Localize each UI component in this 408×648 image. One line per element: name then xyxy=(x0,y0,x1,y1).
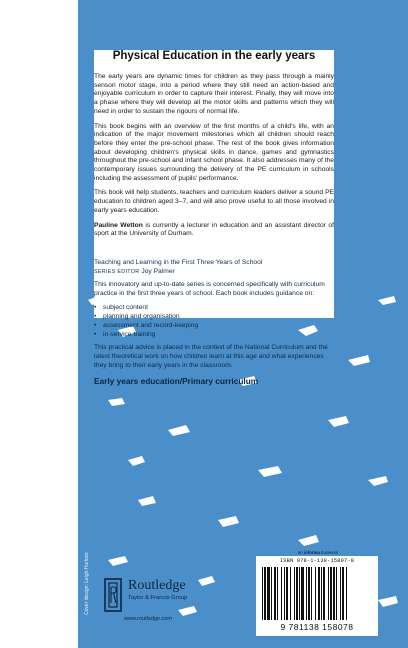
barcode-bar xyxy=(286,567,288,620)
barcode-bar xyxy=(277,567,278,620)
barcode-bar xyxy=(330,567,332,620)
series-title: Teaching and Learning in the First Three Years of School xyxy=(94,259,263,266)
barcode-bar xyxy=(299,567,300,620)
barcode-bar xyxy=(318,567,320,620)
barcode-bar xyxy=(296,567,298,620)
barcode-bar xyxy=(267,567,270,620)
publisher-group: Taylor & Francis Group xyxy=(128,595,188,601)
barcode-bar xyxy=(294,567,295,620)
informa-suffix: business xyxy=(320,550,338,555)
barcode-bar xyxy=(333,567,335,620)
informa-prefix: an xyxy=(298,550,303,555)
author-bio-text: is currently a lecturer in education and an assistant director of sport at the University of Durham. xyxy=(94,221,334,238)
description-paragraph-2: This book begins with an overview of the first months of a child's life, with an indication of the major movement milestones which all children should reach before they enter the pre-school phase. The rest of the book gives information about developing children's physical skills in dance, games and gymnastics throughout the pre-school and infant school phase. It also addresses many of the contemporary issues surrounding the delivery of the PE curriculum in schools including the assessment of pupils' performance. xyxy=(94,122,334,182)
barcode-bar xyxy=(301,567,304,620)
list-item xyxy=(94,322,334,331)
subject-category: Early years education/Primary curriculum xyxy=(94,376,259,387)
author-bio xyxy=(94,222,334,239)
barcode-bar xyxy=(284,567,285,620)
barcode-bar xyxy=(346,567,347,620)
barcode-bar xyxy=(321,567,322,620)
bullet-icon: • xyxy=(94,304,97,312)
publisher-url: www.routledge.com xyxy=(124,616,172,622)
informa-business-label xyxy=(298,550,338,555)
barcode-number: 9 781138 158078 xyxy=(280,622,354,632)
list-item xyxy=(94,313,334,322)
barcode-bar xyxy=(311,567,312,620)
barcode-bar xyxy=(323,567,325,620)
barcode-bars xyxy=(262,567,372,620)
series-editor-name: Joy Palmer xyxy=(141,268,175,275)
description-paragraph-1: The early years are dynamic times for children as they pass through a mainly sensori motor stage, into a period where they still need an action-based and enjoyable curriculum in order to capture their interest. Finally, they will move into a phase where they will develop all the motor skills and patterns which they will need in order to sustain the rigours of normal life. xyxy=(94,73,334,115)
series-closing: This practical advice is placed in the context of the National Curriculum and the latest theoretical work on how children learn at this age and what experiences they bring to their early years in the classroom. xyxy=(94,344,328,369)
isbn-barcode xyxy=(256,556,378,636)
series-intro: This innovatory and up-to-date series is concerned specifically with curriculum practice in the first three years of school. Each book includes guidance on: xyxy=(94,281,325,297)
list-item-text: assessment and record-keeping xyxy=(103,321,199,329)
cover-credit-text: Cover design: Leigh Hurlock xyxy=(84,552,90,615)
isbn-label: ISBN 978-1-138-15807-8 xyxy=(279,558,355,564)
series-block xyxy=(94,258,334,386)
description-paragraph-3: This book will help students, teachers and curriculum leaders deliver a sound PE education to children aged 3–7, and will also prove useful to all those involved in early years education. xyxy=(94,189,334,214)
series-editor-label: SERIES EDITOR xyxy=(94,269,140,275)
list-item-text: subject content xyxy=(103,304,148,312)
barcode-bar xyxy=(274,567,276,620)
barcode-bar xyxy=(328,567,329,620)
barcode-bar xyxy=(306,567,307,620)
publisher-name: Routledge xyxy=(128,578,186,593)
barcode-bar xyxy=(340,567,341,620)
series-bullet-list xyxy=(94,304,334,339)
bullet-icon: • xyxy=(94,330,97,338)
informa-brand: informa xyxy=(303,550,320,555)
book-title: Physical Education in the early years xyxy=(112,50,316,62)
barcode-bar xyxy=(342,567,344,620)
barcode-bar xyxy=(271,567,272,620)
list-item-text: planning and organisation xyxy=(103,313,180,321)
barcode-bar xyxy=(336,567,337,620)
list-item xyxy=(94,331,334,340)
barcode-bar xyxy=(281,567,282,620)
author-name: Pauline Wetton xyxy=(94,221,143,229)
barcode-bar xyxy=(262,567,263,620)
barcode-bar xyxy=(264,567,266,620)
barcode-bar xyxy=(290,567,291,620)
cover-credit xyxy=(82,475,96,615)
barcode-bar xyxy=(308,567,310,620)
bullet-icon: • xyxy=(94,313,97,321)
routledge-logo-icon xyxy=(104,578,122,612)
list-item-text: in-service training xyxy=(103,330,156,338)
list-item xyxy=(94,304,334,313)
barcode-bar xyxy=(315,567,316,620)
bullet-icon: • xyxy=(94,321,97,329)
publisher-logo xyxy=(104,574,254,624)
series-editor-line xyxy=(94,267,334,277)
